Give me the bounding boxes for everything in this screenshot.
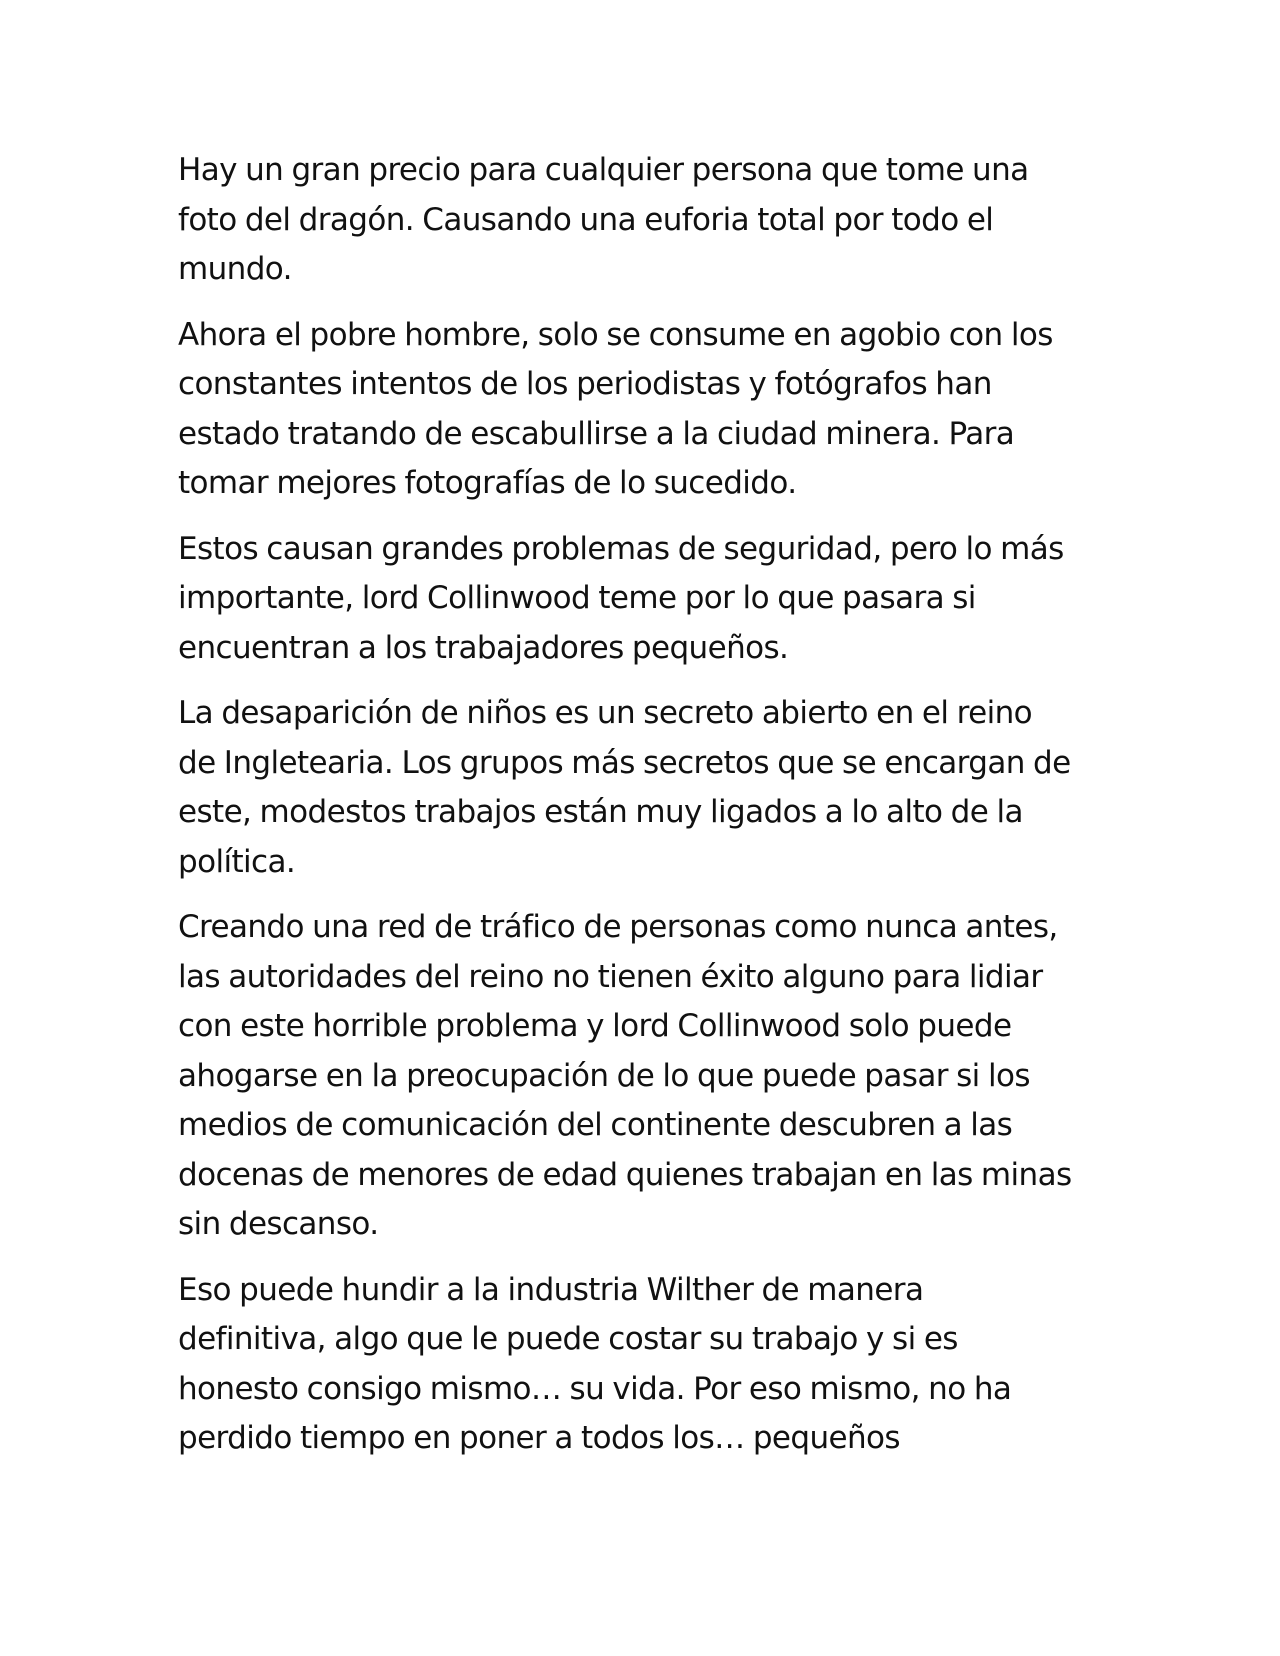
text-line: ahogarse en la preocupación de lo que puede pasar si los <box>178 1057 1030 1094</box>
text-line: docenas de menores de edad quienes trabajan en las minas <box>178 1156 1072 1193</box>
text-line: honesto consigo mismo… su vida. Por eso mismo, no ha <box>178 1370 1012 1407</box>
paragraph-3 <box>178 525 1108 674</box>
text-line: perdido tiempo en poner a todos los… pequeños <box>178 1420 900 1456</box>
text-line: Eso puede hundir a la industria Wilther de manera <box>178 1271 924 1308</box>
text-line: Creando una red de tráfico de personas como nunca antes, <box>178 909 1058 945</box>
text-line: de Ingletearia. Los grupos más secretos que se encargan de <box>178 744 1071 781</box>
text-line: este, modestos trabajos están muy ligados a lo alto de la <box>178 794 1023 830</box>
text-line: constantes intentos de los periodistas y fotógrafos han <box>178 366 992 402</box>
text-line: mundo. <box>178 251 292 287</box>
paragraph-5 <box>178 903 1108 1250</box>
text-line: importante, lord Collinwood teme por lo que pasara si <box>178 580 976 616</box>
paragraph-2 <box>178 311 1108 509</box>
text-line: las autoridades del reino no tienen éxito alguno para lidiar <box>178 958 1043 995</box>
text-line: Ahora el pobre hombre, solo se consume en agobio con los <box>178 316 1053 353</box>
text-line: Estos causan grandes problemas de seguridad, pero lo más <box>178 530 1064 567</box>
text-line: definitiva, algo que le puede costar su trabajo y si es <box>178 1321 958 1357</box>
text-line: medios de comunicación del continente descubren a las <box>178 1107 1013 1143</box>
text-line: Hay un gran precio para cualquier persona que tome una <box>178 152 1029 188</box>
text-line: sin descanso. <box>178 1206 379 1242</box>
paragraph-1 <box>178 146 1108 295</box>
text-line: foto del dragón. Causando una euforia total por todo el <box>178 201 994 238</box>
text-line: con este horrible problema y lord Collinwood solo puede <box>178 1008 1012 1044</box>
text-line: estado tratando de escabullirse a la ciudad minera. Para <box>178 415 1015 452</box>
document-body <box>178 146 1108 1480</box>
paragraph-6 <box>178 1266 1108 1464</box>
text-line: tomar mejores fotografías de lo sucedido. <box>178 465 797 501</box>
paragraph-4 <box>178 689 1108 887</box>
text-line: La desaparición de niños es un secreto abierto en el reino <box>178 695 1033 731</box>
text-line: política. <box>178 843 296 880</box>
text-line: encuentran a los trabajadores pequeños. <box>178 629 789 666</box>
